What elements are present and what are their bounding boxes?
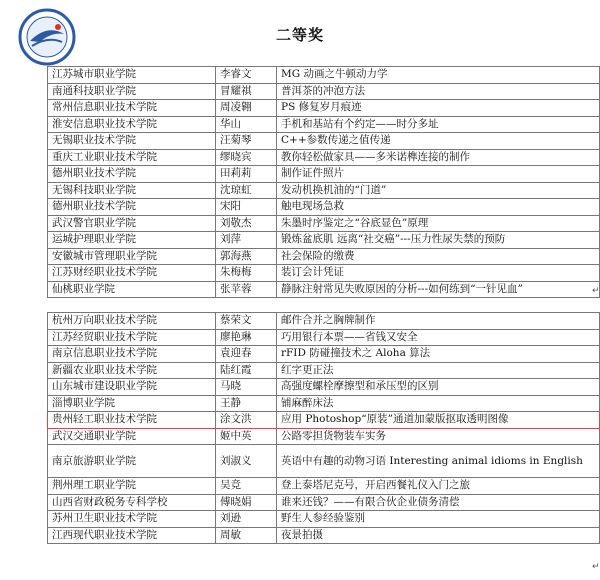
table-row xyxy=(48,100,600,117)
table-row xyxy=(48,428,600,445)
work-cell: C++参数传递之值传递 xyxy=(277,133,600,150)
name-cell: 冒耀祺 xyxy=(216,83,277,100)
school-cell: 南通科技职业学院 xyxy=(48,83,216,100)
school-cell: 江苏城市职业学院 xyxy=(48,67,216,84)
work-cell: 触电现场急救 xyxy=(277,199,600,216)
name-cell: 朱梅梅 xyxy=(216,265,277,282)
table-row xyxy=(48,478,600,495)
award-table-2 xyxy=(47,312,600,544)
work-cell: 手机和基站有个约定——时分多址 xyxy=(277,116,600,133)
page-title: 二等奖 xyxy=(275,26,324,44)
name-cell: 田莉莉 xyxy=(216,166,277,183)
table-row xyxy=(48,199,600,216)
name-cell: 沈琼虹 xyxy=(216,182,277,199)
work-cell: 高强度螺栓摩擦型和承压型的区别 xyxy=(277,379,600,396)
paragraph-mark-icon: ↵ xyxy=(592,562,600,572)
name-cell: 蔡荣文 xyxy=(216,313,277,330)
award-table-1 xyxy=(47,66,600,298)
school-cell: 荆州理工职业学院 xyxy=(48,478,216,495)
paragraph-mark-icon: ↵ xyxy=(592,286,600,296)
school-cell: 新疆农业职业技术学院 xyxy=(48,362,216,379)
table-row xyxy=(48,511,600,528)
work-cell: 铺麻醉床法 xyxy=(277,395,600,412)
school-cell: 仙桃职业学院 xyxy=(48,281,216,298)
school-cell: 山西省财政税务专科学校 xyxy=(48,494,216,511)
table-row xyxy=(48,445,600,478)
name-cell: 廖艳琳 xyxy=(216,329,277,346)
name-cell: 宋阳 xyxy=(216,199,277,216)
work-cell: 登上泰塔尼克号，开启西餐礼仪入门之旅 xyxy=(277,478,600,495)
work-cell: 锻炼盆底肌 远离“社交癌”---压力性尿失禁的预防 xyxy=(277,232,600,249)
work-cell: 制作证件照片 xyxy=(277,166,600,183)
work-cell: 夜景拍摄 xyxy=(277,527,600,544)
table-row xyxy=(48,182,600,199)
school-cell: 山东城市建设职业学院 xyxy=(48,379,216,396)
work-cell: 谁来还钱？——有限合伙企业债务清偿 xyxy=(277,494,600,511)
school-cell: 南京信息职业技术学院 xyxy=(48,346,216,363)
table-row xyxy=(48,133,600,150)
name-cell: 姬中英 xyxy=(216,428,277,445)
school-cell: 淄博职业学院 xyxy=(48,395,216,412)
table-row xyxy=(48,362,600,379)
name-cell: 袁迎春 xyxy=(216,346,277,363)
name-cell: 华山 xyxy=(216,116,277,133)
name-cell: 李睿文 xyxy=(216,67,277,84)
table-row xyxy=(48,248,600,265)
school-cell: 江苏财经职业技术学院 xyxy=(48,265,216,282)
work-cell: 普洱茶的冲泡方法 xyxy=(277,83,600,100)
table-row xyxy=(48,265,600,282)
name-cell: 刘淑义 xyxy=(216,445,277,478)
name-cell: 涂文洪 xyxy=(216,412,277,429)
table-row xyxy=(48,494,600,511)
name-cell: 刘敬杰 xyxy=(216,215,277,232)
table-row xyxy=(48,395,600,412)
name-cell: 汪菊琴 xyxy=(216,133,277,150)
name-cell: 周敏 xyxy=(216,527,277,544)
school-cell: 无锡职业技术学院 xyxy=(48,133,216,150)
school-cell: 南京旅游职业学院 xyxy=(48,445,216,478)
school-cell: 德州职业技术学院 xyxy=(48,166,216,183)
table-row xyxy=(48,215,600,232)
name-cell: 傅晓娟 xyxy=(216,494,277,511)
work-cell: 应用 Photoshop“原装”通道加蒙版抠取透明图像 xyxy=(277,412,600,429)
table-row xyxy=(48,313,600,330)
name-cell: 马晓 xyxy=(216,379,277,396)
work-cell: 教你轻松做家具——多米诺榫连接的制作 xyxy=(277,149,600,166)
name-cell: 吴竞 xyxy=(216,478,277,495)
school-cell: 苏州卫生职业技术学院 xyxy=(48,511,216,528)
school-cell: 运城护理职业学院 xyxy=(48,232,216,249)
table-row xyxy=(48,232,600,249)
school-cell: 武汉交通职业学院 xyxy=(48,428,216,445)
school-cell: 江苏经贸职业技术学院 xyxy=(48,329,216,346)
name-cell: 张苹蓉 xyxy=(216,281,277,298)
school-cell: 无锡科技职业学院 xyxy=(48,182,216,199)
work-cell: 野生人参经验鉴别 xyxy=(277,511,600,528)
work-cell: 发动机换机油的“门道” xyxy=(277,182,600,199)
name-cell: 陆红霞 xyxy=(216,362,277,379)
work-cell: 邮件合并之胸牌制作 xyxy=(277,313,600,330)
table-row xyxy=(48,83,600,100)
work-cell: 巧用银行本票——省钱又安全 xyxy=(277,329,600,346)
table-row xyxy=(48,116,600,133)
name-cell: 周凌翱 xyxy=(216,100,277,117)
name-cell: 郭海燕 xyxy=(216,248,277,265)
work-cell: PS 修复岁月痕迹 xyxy=(277,100,600,117)
name-cell: 刘逊 xyxy=(216,511,277,528)
table-row xyxy=(48,149,600,166)
table-row xyxy=(48,281,600,298)
work-cell: 英语中有趣的动物习语 Interesting animal idioms in English xyxy=(277,445,600,478)
name-cell: 刘萍 xyxy=(216,232,277,249)
table-row xyxy=(48,527,600,544)
table-row-highlighted xyxy=(48,412,600,429)
work-cell: 静脉注射常见失败原因的分析---如何练到“一针见血” xyxy=(277,281,600,298)
school-cell: 淮安信息职业技术学院 xyxy=(48,116,216,133)
name-cell: 王静 xyxy=(216,395,277,412)
work-cell: 公路零担货物装车实务 xyxy=(277,428,600,445)
table-row xyxy=(48,346,600,363)
work-cell: MG 动画之牛顿动力学 xyxy=(277,67,600,84)
name-cell: 缪晓宾 xyxy=(216,149,277,166)
work-cell: rFID 防碰撞技术之 Aloha 算法 xyxy=(277,346,600,363)
school-cell: 常州信息职业技术学院 xyxy=(48,100,216,117)
work-cell: 社会保险的缴费 xyxy=(277,248,600,265)
school-cell: 德州职业技术学院 xyxy=(48,199,216,216)
work-cell: 装订会计凭证 xyxy=(277,265,600,282)
school-cell: 重庆工业职业技术学院 xyxy=(48,149,216,166)
table-row xyxy=(48,329,600,346)
school-cell: 江西现代职业技术学院 xyxy=(48,527,216,544)
school-cell: 安徽城市管理职业学院 xyxy=(48,248,216,265)
table-row xyxy=(48,67,600,84)
school-cell: 贵州轻工职业技术学院 xyxy=(48,412,216,429)
school-cell: 杭州万向职业技术学院 xyxy=(48,313,216,330)
work-cell: 红字更正法 xyxy=(277,362,600,379)
school-cell: 武汉警官职业学院 xyxy=(48,215,216,232)
table-row xyxy=(48,379,600,396)
work-cell: 朱墨时序鉴定之“谷底显色”原理 xyxy=(277,215,600,232)
table-row xyxy=(48,166,600,183)
